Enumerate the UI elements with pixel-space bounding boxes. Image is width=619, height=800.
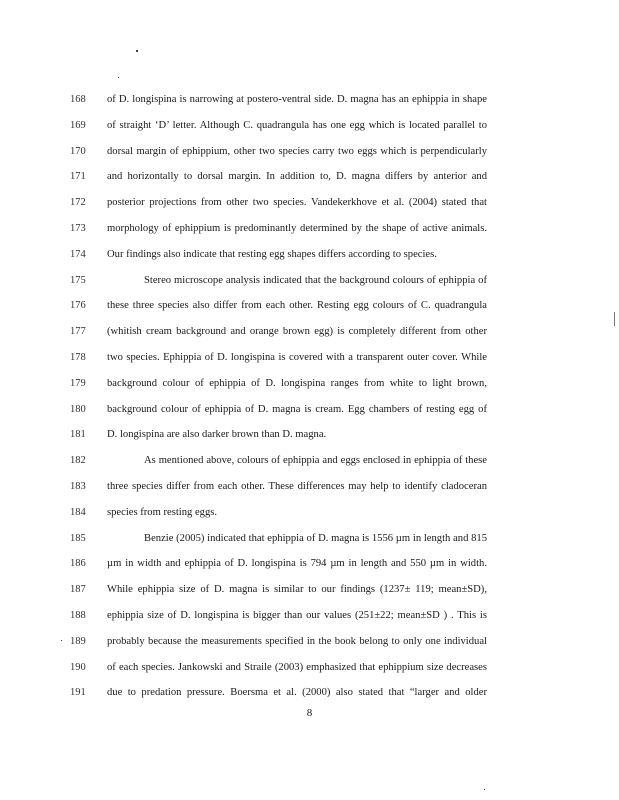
line-text: Benzie (2005) indicated that ephippia of D. magna is 1556 µm in length and 815 xyxy=(144,532,487,544)
scan-speck xyxy=(118,77,119,78)
line-text: of straight ‘D’ letter. Although C. quadrangula has one egg which is located parallel to xyxy=(107,119,487,131)
text-line xyxy=(0,583,619,603)
text-line xyxy=(0,557,619,577)
line-number: 170 xyxy=(70,145,86,157)
text-line xyxy=(0,506,619,526)
text-line xyxy=(0,119,619,139)
line-text: posterior projections from other two species. Vandekerkhove et al. (2004) stated that xyxy=(107,197,487,209)
line-text: due to predation pressure. Boersma et al. (2000) also stated that “larger and older xyxy=(107,687,487,699)
line-text: two species. Ephippia of D. longispina is covered with a transparent outer cover. While xyxy=(107,352,487,363)
line-number: 184 xyxy=(70,506,86,518)
line-text: As mentioned above, colours of ephippia and eggs enclosed in ephippia of these xyxy=(144,455,487,467)
text-line xyxy=(0,377,619,397)
text-line xyxy=(0,196,619,216)
line-text: morphology of ephippium is predominantly determined by the shape of active animals. xyxy=(107,223,487,234)
line-number: 174 xyxy=(70,248,86,260)
text-line xyxy=(0,635,619,655)
line-number: 191 xyxy=(70,687,86,699)
line-number: 175 xyxy=(70,274,86,286)
line-text: µm in width and ephippia of D. longispina is 794 µm in length and 550 µm in width. xyxy=(107,558,487,570)
line-number: 189 xyxy=(70,635,86,647)
line-number: 172 xyxy=(70,197,86,209)
line-number: 177 xyxy=(70,326,86,338)
line-text: species from resting eggs. xyxy=(107,506,218,518)
text-line xyxy=(0,686,619,706)
text-line xyxy=(0,145,619,165)
line-number: 176 xyxy=(70,300,86,312)
line-text: background colour of ephippia of D. longispina ranges from white to light brown, xyxy=(107,377,487,389)
line-text: of D. longispina is narrowing at postero-ventral side. D. magna has an ephippia in shape xyxy=(107,94,487,105)
text-line xyxy=(0,403,619,423)
line-number: 178 xyxy=(70,352,86,363)
line-number: 186 xyxy=(70,558,86,570)
scan-speck xyxy=(136,50,138,52)
line-text: Our findings also indicate that resting egg shapes differs according to species. xyxy=(107,248,437,260)
text-line xyxy=(0,661,619,681)
line-number: 187 xyxy=(70,584,86,596)
line-text: dorsal margin of ephippium, other two species carry two eggs which is perpendicularly xyxy=(107,145,487,157)
line-number: 173 xyxy=(70,223,86,234)
text-line xyxy=(0,351,619,371)
text-line xyxy=(0,532,619,552)
text-line xyxy=(0,299,619,319)
line-number: 183 xyxy=(70,481,86,492)
line-number: 190 xyxy=(70,661,86,673)
scan-speck xyxy=(484,789,485,790)
text-line xyxy=(0,274,619,294)
text-line xyxy=(0,609,619,629)
line-text: background colour of ephippia of D. magna is cream. Egg chambers of resting egg of xyxy=(107,403,487,415)
text-line xyxy=(0,480,619,500)
text-line xyxy=(0,454,619,474)
line-number: 188 xyxy=(70,610,86,621)
page-number: 8 xyxy=(306,707,313,719)
line-text: (whitish cream background and orange brown egg) is completely different from other xyxy=(107,326,487,338)
text-line xyxy=(0,248,619,268)
line-number: 182 xyxy=(70,455,86,467)
line-text: three species differ from each other. These differences may help to identify cladoceran xyxy=(107,481,487,492)
line-text: ephippia size of D. longispina is bigger than our values (251±22; mean±SD ) . This is xyxy=(107,610,487,621)
line-number: 179 xyxy=(70,377,86,389)
line-text: of each species. Jankowski and Straile (2003) emphasized that ephippium size decreases xyxy=(107,661,487,673)
line-text: probably because the measurements specified in the book belong to only one individual xyxy=(107,635,487,647)
line-number: 180 xyxy=(70,403,86,415)
line-number: 168 xyxy=(70,94,86,105)
text-line xyxy=(0,325,619,345)
line-text: and horizontally to dorsal margin. In addition to, D. magna differs by anterior and xyxy=(107,171,487,183)
line-text: D. longispina are also darker brown than D. magna. xyxy=(107,429,327,441)
line-text: Stereo microscope analysis indicated that the background colours of ephippia of xyxy=(144,274,487,286)
line-text: these three species also differ from each other. Resting egg colours of C. quadrangula xyxy=(107,300,487,312)
text-line xyxy=(0,222,619,242)
line-number: 185 xyxy=(70,532,86,544)
line-text: While ephippia size of D. magna is similar to our findings (1237± 119; mean±SD), xyxy=(107,584,487,596)
text-line xyxy=(0,428,619,448)
text-line xyxy=(0,170,619,190)
line-number: 171 xyxy=(70,171,86,183)
text-line xyxy=(0,93,619,113)
line-number: 169 xyxy=(70,119,86,131)
line-number: 181 xyxy=(70,429,86,441)
